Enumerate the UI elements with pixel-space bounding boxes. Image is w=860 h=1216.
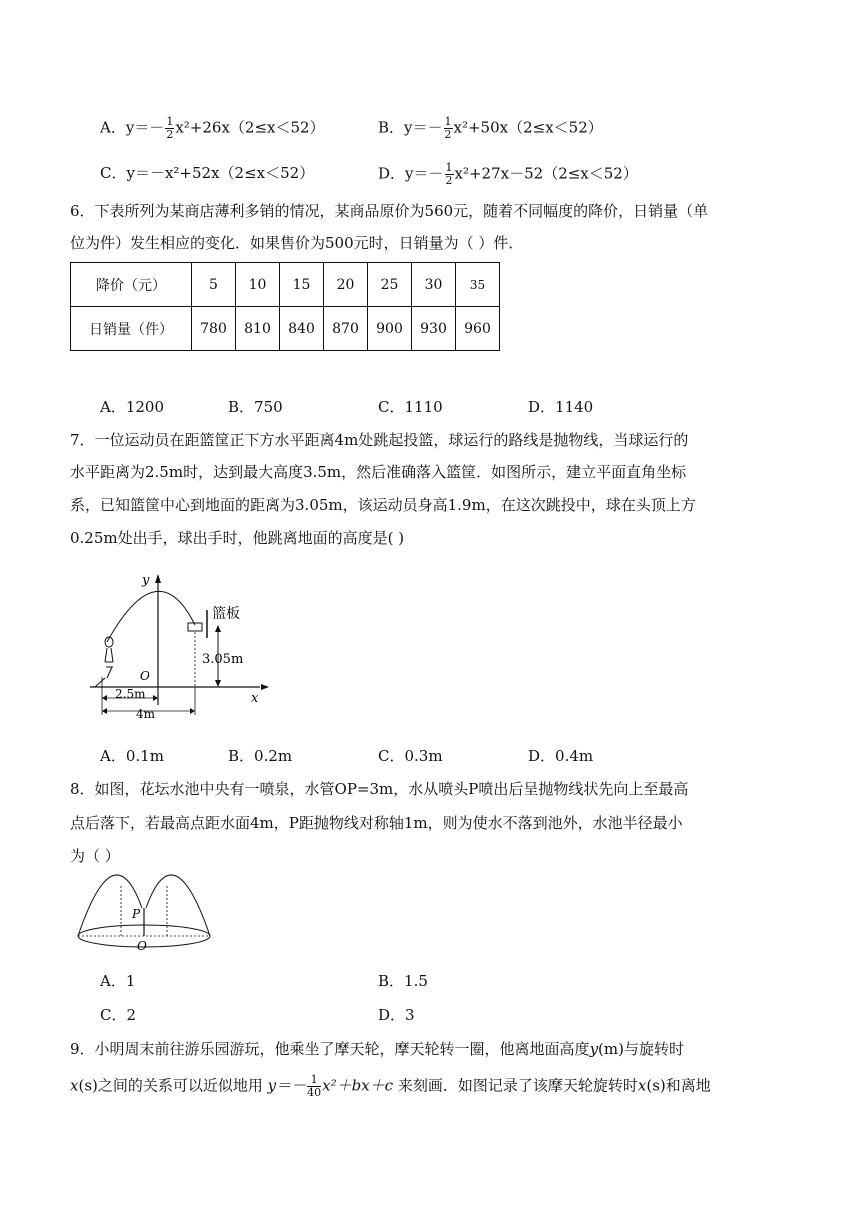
q6-option-b: B．750: [228, 398, 283, 416]
q9-text-line1: 9．小明周末前往游乐园游玩，他乘坐了摩天轮，摩天轮转一圈，他离地面高度y(m)与旋转时: [70, 1040, 684, 1058]
x-axis-label: x: [251, 691, 259, 706]
table-cell: 960: [456, 307, 500, 351]
fountain-figure: [74, 870, 214, 955]
y-axis-label: y: [142, 573, 150, 588]
q7-option-d: D．0.4m: [528, 747, 594, 765]
q5-option-b: B．y＝－ $\frac{1}{2}$ x²+50x（2≤x＜52）: [378, 115, 603, 141]
table-cell: 20: [324, 263, 368, 307]
table-row: [71, 307, 500, 351]
table-cell: 900: [368, 307, 412, 351]
q8-option-d: D．3: [378, 1006, 415, 1024]
q8-text-line2: 点后落下，若最高点距水面4m，P距抛物线对称轴1m，则为使水不落到池外，水池半径最小: [70, 814, 683, 832]
q8-text-line3: 为（ ）: [70, 847, 120, 865]
table-header-cell: 降价（元）: [71, 263, 192, 307]
q7-text-line2: 水平距离为2.5m时，达到最大高度3.5m，然后准确落入篮筐．如图所示，建立平面直角坐标: [70, 463, 687, 481]
q7-option-a: A．0.1m: [100, 747, 164, 765]
table-row: [71, 263, 500, 307]
q7-option-b: B．0.2m: [228, 747, 293, 765]
q6-text-line1: 6．下表所列为某商店薄利多销的情况，某商品原价为560元，随着不同幅度的降价，日销量（单: [70, 202, 709, 220]
height-label: 3.05m: [202, 652, 244, 667]
table-cell: 10: [236, 263, 280, 307]
q5-option-c: C．y＝－x²+52x（2≤x＜52）: [100, 164, 315, 182]
player-icon: [95, 637, 113, 687]
table-cell: 25: [368, 263, 412, 307]
origin-label: O: [140, 669, 150, 683]
q7-text-line3: 系，已知篮筐中心到地面的距离为3.05m，该运动员身高1.9m，在这次跳投中，球在头顶上方: [70, 496, 696, 514]
q8-option-b: B．1.5: [378, 972, 428, 990]
table-cell: 870: [324, 307, 368, 351]
table-cell: 5: [192, 263, 236, 307]
q9-text-line2: x(s)之间的关系可以近似地用 y＝－ $\frac{1}{40}$ x²＋bx＋c 来刻画．如图记录了该摩天轮旋转时x(s)和离地: [70, 1073, 711, 1099]
q7-text-line1: 7．一位运动员在距篮筐正下方水平距离4m处跳起投篮，球运行的路线是抛物线，当球运行的: [70, 431, 689, 449]
q6-option-d: D．1140: [528, 398, 594, 416]
backboard-label: 篮板: [212, 606, 240, 622]
point-p-label: P: [132, 907, 141, 921]
table-cell: 930: [412, 307, 456, 351]
point-o-label: O: [137, 939, 147, 953]
q7-text-line4: 0.25m处出手，球出手时，他跳离地面的高度是( ): [70, 529, 405, 547]
q8-text-line1: 8．如图，花坛水池中央有一喷泉，水管OP=3m，水从喷头P喷出后呈抛物线状先向上至最高: [70, 780, 689, 798]
q8-option-c: C．2: [100, 1006, 137, 1024]
table-cell: 15: [280, 263, 324, 307]
table-cell: 810: [236, 307, 280, 351]
q5-option-d: D．y＝－ $\frac{1}{2}$ x²+27x－52（2≤x＜52）: [378, 161, 638, 187]
table-cell: 840: [280, 307, 324, 351]
sales-table: [70, 262, 500, 351]
q5-option-a: A．y＝－ $\frac{1}{2}$ x²+26x（2≤x＜52）: [100, 115, 325, 141]
q6-option-a: A．1200: [100, 398, 165, 416]
table-cell: 35: [456, 263, 500, 307]
distance-2.5m: 2.5m: [115, 687, 146, 701]
table-header-cell: 日销量（件）: [71, 307, 192, 351]
q8-option-a: A．1: [100, 972, 136, 990]
q6-option-c: C．1110: [378, 398, 443, 416]
basketball-figure: [85, 570, 275, 725]
table-cell: 30: [412, 263, 456, 307]
distance-4m: 4m: [136, 707, 156, 721]
q7-option-c: C．0.3m: [378, 747, 443, 765]
q6-text-line2: 位为件）发生相应的变化．如果售价为500元时，日销量为（ ）件．: [70, 234, 524, 252]
table-cell: 780: [192, 307, 236, 351]
